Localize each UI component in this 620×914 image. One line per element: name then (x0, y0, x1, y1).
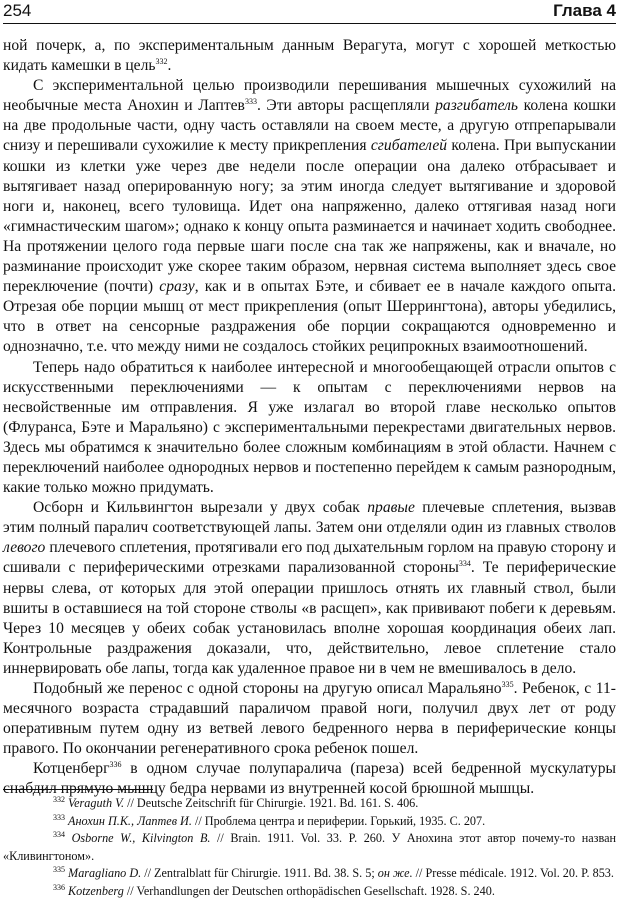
text-run: . Эти авторы расщепляли (256, 97, 436, 115)
paragraph (3, 36, 616, 76)
running-header (3, 0, 616, 22)
footnote-ref: 334 (53, 830, 65, 840)
footnote (3, 813, 616, 831)
text-run: // Brain. 1911. Vol. 33. P. 260. У Анохина этот автор почему-то назван «Кливингтоном». (3, 831, 616, 863)
footnote (3, 883, 616, 901)
footnote-ref: 333 (244, 97, 257, 107)
text-run: Осборн и Кильвингтон вырезали у двух собак (33, 499, 368, 517)
text-run: Теперь надо обратиться к наиболее интересной и многообещающей отрасли опытов с искусственными переключениями — к опытам с переключениями нервов на несвойственные им отправления. Я уже излагал во второй главе несколько опытов (Флуранса, Бэте и Маральяно) с экспериментальными перекрестами двигательных нервов. Здесь мы обратимся к значительно более сложным комбинациям в этой области. Начнем с переключений наиболее однородных нервов и постепенно перейдем к самым разнородным, какие только можно придумать. (3, 358, 616, 497)
chapter-title: Глава 4 (553, 1, 616, 20)
italic-text: разгибатель (435, 97, 519, 115)
italic-text: Анохин П.К., Лаптев И. (65, 813, 192, 828)
italic-text: сгибателей (370, 137, 448, 155)
text-run: колена. При выпускании кошки из клетки уже через две недели после операции она далеко отбрасывает и вытягивает назад оперированную ногу; за этим иногда следует вытягивание и здоровой ноги и, наконец, всего туловища. Идет она напряженно, далеко оттягивая назад ноги «гимнастическим шагом»; однако к концу опыта разминается и начинает ходить свободнее. На протяжении целого года первые шаги после сна так же напряжены, как и вначале, но разминание происходит уже скорее таким образом, нервная система выполняет здесь свое переключение (почти) (3, 137, 616, 296)
paragraph (3, 76, 616, 357)
footnote-ref: 333 (53, 812, 65, 822)
italic-text: правые (367, 499, 415, 517)
paragraph (3, 679, 616, 759)
italic-text: Kotzenberg (65, 883, 124, 898)
italic-text: Osborne W., Kilvington B. (65, 831, 211, 846)
italic-text: сразу (159, 278, 195, 296)
footnote (3, 830, 616, 865)
paragraph (3, 498, 616, 679)
paragraph (3, 759, 616, 799)
text-run: . Ребенок, с 11-месячного возраста страдавший параличом правой ноги, получил двух лет от роду оперативным путем одну из ветвей левого бедренного нерва в периферические концы правого. По окончании регенеративного срока ребенок пошел. (3, 680, 616, 758)
text-run: Подобный же перенос с одной стороны на другую описал Маральяно (33, 680, 502, 697)
italic-text: Maragliano D. (65, 866, 142, 881)
text-run: // Deutsche Zeitschrift für Chirurgie. 1921. Bd. 161. S. 406. (124, 796, 419, 810)
italic-text: Veraguth V. (65, 796, 125, 810)
footnote (3, 865, 616, 883)
footnotes (3, 795, 616, 901)
footnote-ref: 335 (53, 865, 65, 875)
text-run: // Проблема центра и периферии. Горький, 1935. С. 207. (191, 813, 486, 828)
footnote-ref: 334 (458, 559, 471, 569)
footnote-ref: 332 (53, 794, 65, 804)
text-run: Котценберг (33, 760, 110, 778)
italic-text: он же. (377, 866, 413, 881)
footnote-separator (3, 789, 153, 790)
text-run: С экспериментальной целью производили перешивания мышечных сухожилий на необычные места Анохин и Лаптев (3, 77, 616, 115)
text-run: // Presse médicale. 1912. Vol. 20. P. 853. (412, 866, 614, 881)
header-rule (3, 23, 616, 24)
text-run: плечевого сплетения, протягивали его под дыхательным горлом на правую сторону и сшивали с периферическими отрезками парализованной стороны (3, 539, 616, 577)
page-number: 254 (3, 1, 32, 20)
footnote (3, 795, 616, 813)
text-run: // Zentralblatt für Chirurgie. 1911. Bd. 38. S. 5; (141, 866, 378, 881)
footnote-ref: 336 (53, 882, 65, 892)
text-run: . Те периферические нервы слева, от которых для этой операции пришлось отнять их главный ствол, были вшиты в оставшиеся на той стороне стволы «в расщеп», как прививают побеги к деревьям. Через 10 месяцев у обеих собак установилась вполне хорошая координация обеих лап. Контрольные раздражения доказали, что, действительно, левое сплетение стало иннервировать обе лапы, тогда как удаленное правое ни в чем не вмешивалось в дело. (3, 559, 616, 677)
text-run: в одном случае полупаралича (пареза) всей бедренной мускулатуры снабдил прямую мышцу бедра нервами из внутренней косой брюшной мышцы. (3, 760, 616, 798)
text-run: плечевые сплетения, вызвав этим полный паралич соответствующей лапы. Затем они отделяли один из главных стволов (3, 499, 616, 537)
footnote-ref: 336 (109, 760, 122, 770)
footnote-ref: 335 (501, 679, 514, 689)
text-run: // Verhandlungen der Deutschen orthopädischen Gesellschaft. 1928. S. 240. (123, 883, 495, 898)
footnote-ref: 332 (155, 56, 168, 66)
body-text (3, 36, 616, 800)
italic-text: левого (3, 539, 46, 557)
text-run: . (167, 57, 172, 75)
text-run: , как и в опытах Бэте, и сбивает ее в начале каждого опыта. Отрезая обе порции мышц от мест прикрепления (опыт Шеррингтона), авторы убедились, что в ответ на сенсорные раздражения обе порции сокращаются одновременно и однозначно, т.е. что между ними не создалось стойких реципрокных взаимоотношений. (3, 278, 616, 356)
paragraph (3, 358, 616, 499)
text-run: ной почерк, а, по экспериментальным данным Верагута, могут с хорошей меткостью кидать камешки в цель (3, 37, 616, 75)
text-run: колена кошки на две продольные части, одну часть оставляли на своем месте, а другую отпрепарывали снизу и перешивали сухожилие к месту прикрепления (3, 97, 616, 155)
